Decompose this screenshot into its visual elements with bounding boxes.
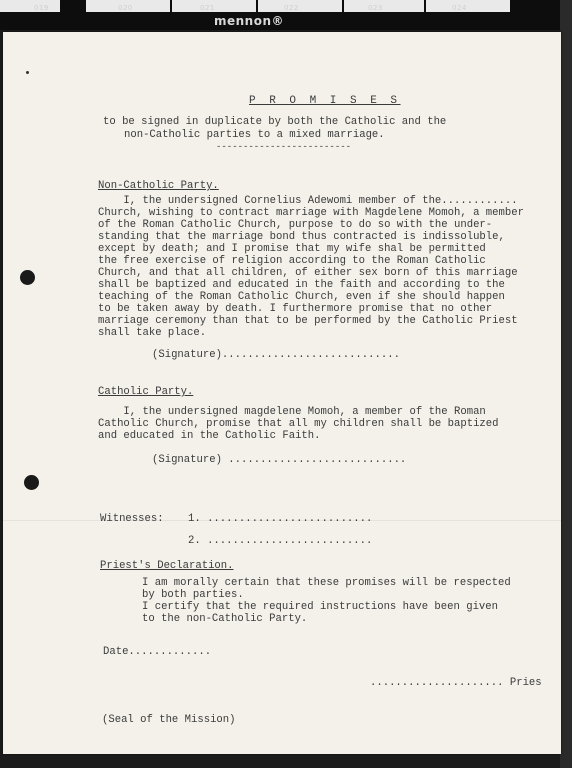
- paragraph-line: teaching of the Roman Catholic Church, even if she should happen: [98, 291, 505, 303]
- paragraph-line: except by death; and I promise that my wife shal be permitted: [98, 243, 486, 255]
- declaration-line: by both parties.: [142, 589, 244, 601]
- subtitle-line: non-Catholic parties to a mixed marriage.: [124, 129, 385, 141]
- film-frame: [426, 0, 510, 12]
- film-brand-logo: mennon®: [214, 14, 285, 28]
- subtitle-rule: -------------------------: [216, 142, 352, 152]
- catholic-signature-line: (Signature) ............................: [152, 454, 407, 466]
- paragraph-line: the free exercise of religion according to the Roman Catholic: [98, 255, 486, 267]
- frame-number: 019: [34, 4, 49, 12]
- film-strip: [0, 0, 572, 30]
- punch-hole: [24, 475, 39, 490]
- background-edge: [560, 0, 572, 768]
- declaration-line: I certify that the required instructions have been given: [142, 601, 499, 613]
- paragraph-line: shall take place.: [98, 327, 207, 339]
- paragraph-line: shall be baptized and educated in the faith and according to the: [98, 279, 505, 291]
- witness-line: 2. ..........................: [188, 535, 373, 547]
- film-frame: [0, 0, 60, 12]
- punch-hole: [20, 270, 35, 285]
- non-catholic-heading: Non-Catholic Party.: [98, 180, 219, 192]
- frame-number: 020: [118, 4, 133, 12]
- document-title: P R O M I S E S: [249, 95, 401, 107]
- paragraph-line: Church, wishing to contract marriage with Magdelene Momoh, a member: [98, 207, 524, 219]
- paragraph-line: Catholic Church, promise that all my children shall be baptized: [98, 418, 499, 430]
- declaration-line: to the non-Catholic Party.: [142, 613, 308, 625]
- witnesses-label: Witnesses:: [100, 513, 164, 525]
- witness-line: 1. ..........................: [188, 513, 373, 525]
- frame-number: 023: [368, 4, 383, 12]
- priest-declaration-heading: Priest's Declaration.: [100, 560, 234, 572]
- paragraph-line: I, the undersigned Cornelius Adewomi member of the............: [98, 195, 518, 207]
- paragraph-line: I, the undersigned magdelene Momoh, a member of the Roman: [98, 406, 486, 418]
- paragraph-line: and educated in the Catholic Faith.: [98, 430, 321, 442]
- non-catholic-signature-line: (Signature)............................: [152, 349, 400, 361]
- subtitle-line: to be signed in duplicate by both the Catholic and the: [103, 116, 447, 128]
- paragraph-line: Church, and that all children, of either sex born of this marriage: [98, 267, 518, 279]
- film-frame: [344, 0, 424, 12]
- date-line: Date.............: [103, 646, 212, 658]
- paragraph-line: of the Roman Catholic Church, purpose to do so with the under-: [98, 219, 493, 231]
- frame-number: 024: [452, 4, 467, 12]
- frame-number: 022: [284, 4, 299, 12]
- catholic-heading: Catholic Party.: [98, 386, 194, 398]
- seal-label: (Seal of the Mission): [102, 714, 236, 726]
- film-frame: [258, 0, 342, 12]
- paper-mark: [26, 71, 29, 74]
- priest-signature-line: ..................... Pries: [370, 677, 542, 689]
- paragraph-line: standing that the marriage bond thus contracted is indissoluble,: [98, 231, 505, 243]
- declaration-line: I am morally certain that these promises will be respected: [142, 577, 511, 589]
- paragraph-line: marriage ceremony than that to be performed by the Catholic Priest: [98, 315, 518, 327]
- frame-number: 021: [200, 4, 215, 12]
- paragraph-line: to be taken away by death. I furthermore promise that no other: [98, 303, 493, 315]
